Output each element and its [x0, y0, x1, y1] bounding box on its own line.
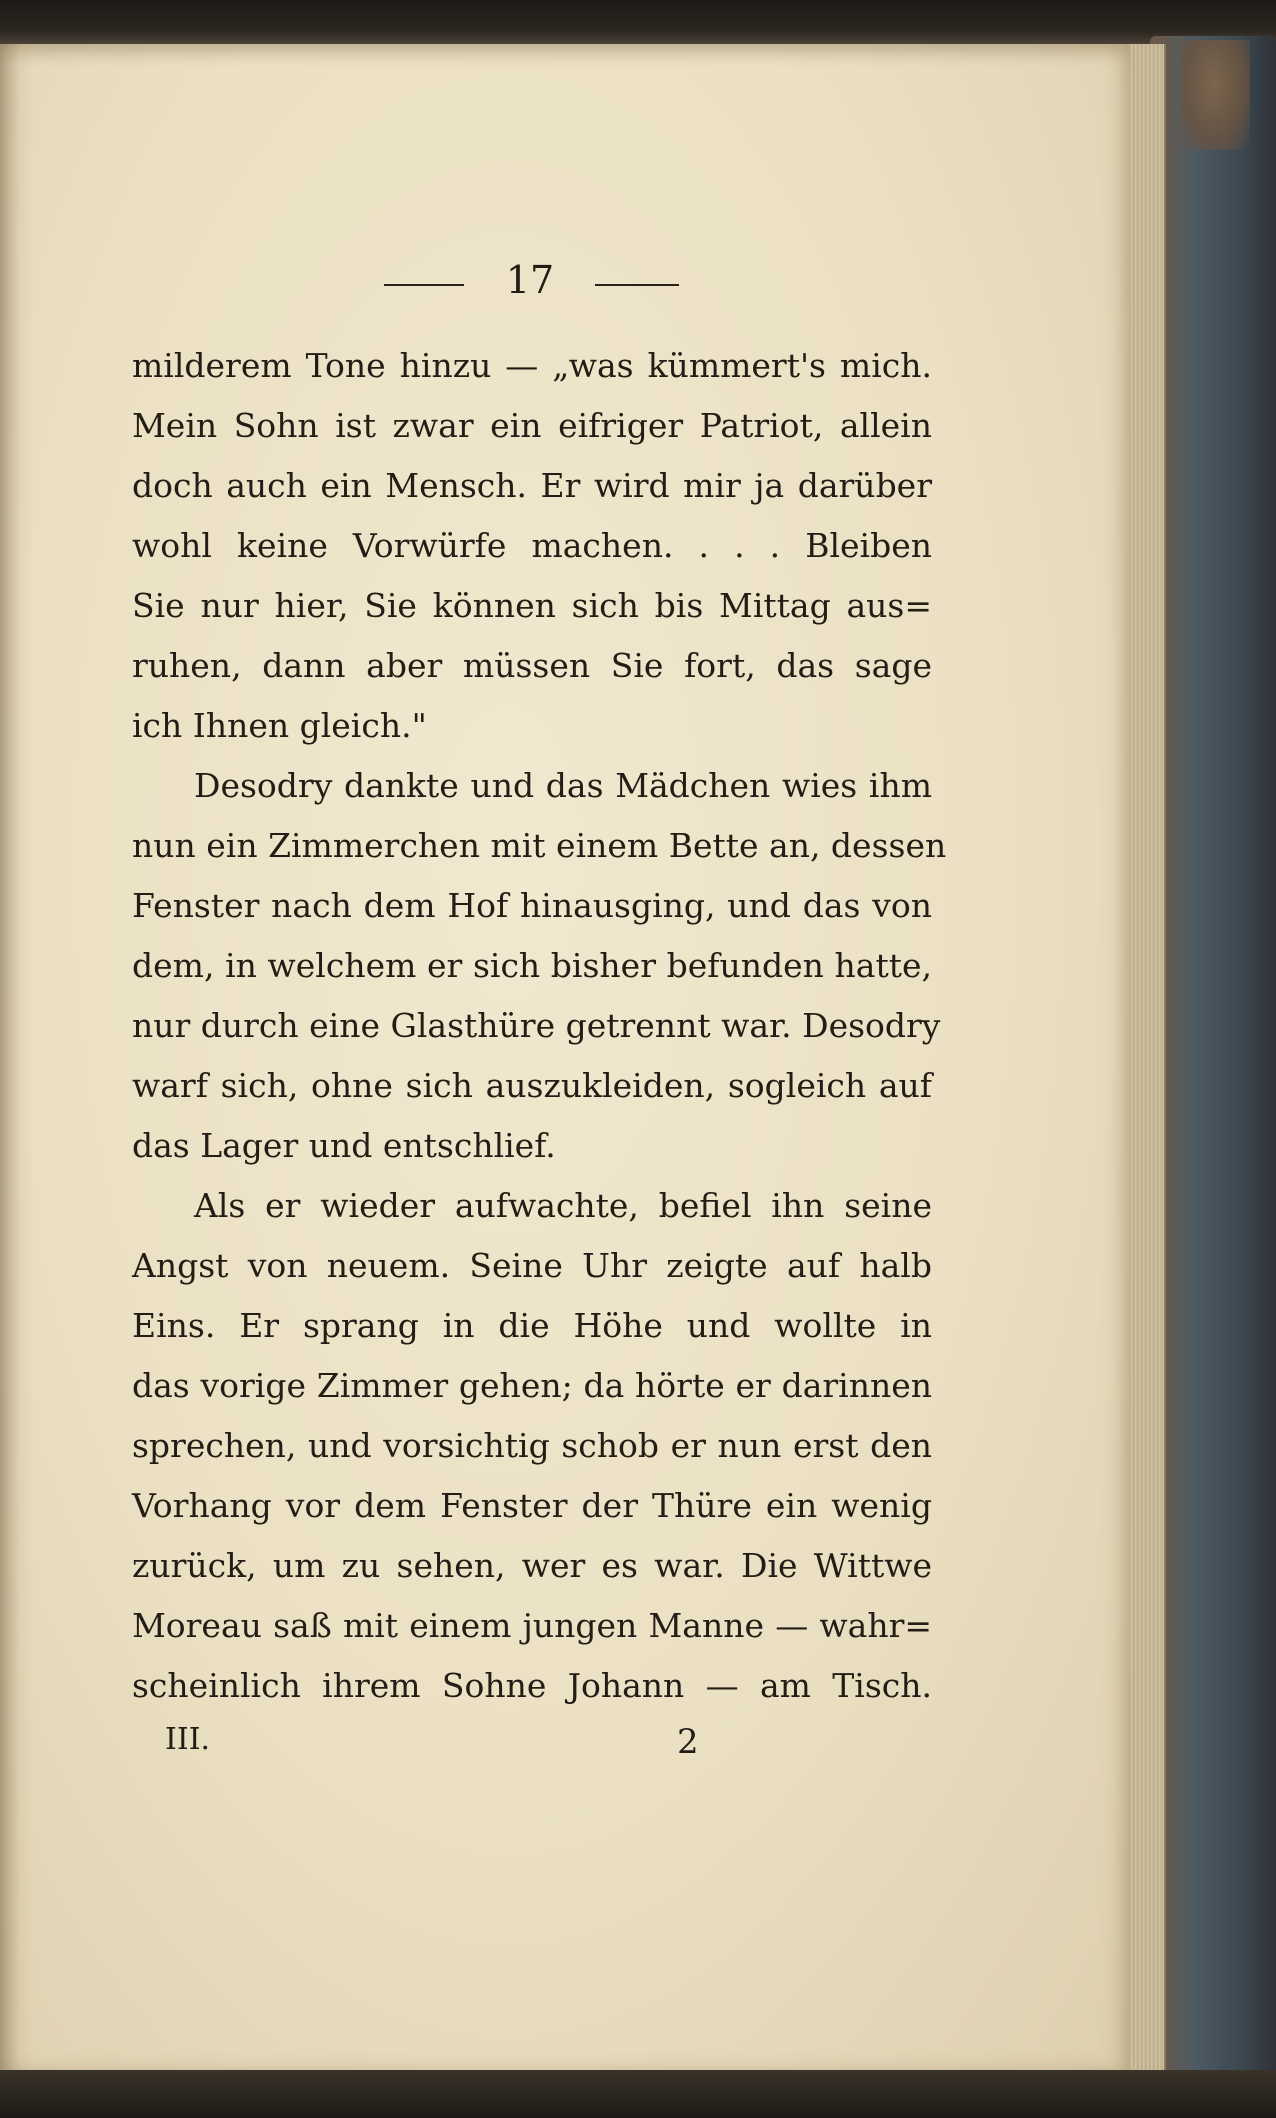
text-line: ich Ihnen gleich."	[132, 706, 427, 745]
text-line: Sie nur hier, Sie können sich bis Mittag aus=	[132, 586, 932, 625]
page-footer	[165, 1722, 725, 1772]
top-edge	[0, 0, 1276, 44]
bottom-edge	[0, 2070, 1276, 2118]
text-line: milderem Tone hinzu — „was kümmert's mich.	[132, 346, 932, 385]
text-line: nun ein Zimmerchen mit einem Bette an, dessen	[132, 826, 947, 865]
text-line: Angst von neuem. Seine Uhr zeigte auf halb	[132, 1246, 932, 1285]
text-line: scheinlich ihrem Sohne Johann — am Tisch.	[132, 1666, 932, 1705]
volume-signature: III.	[165, 1722, 211, 1757]
body-text	[132, 336, 947, 1716]
text-line: das Lager und entschlief.	[132, 1126, 556, 1165]
text-line: Moreau saß mit einem jungen Manne — wahr=	[132, 1606, 932, 1645]
text-line: ruhen, dann aber müssen Sie fort, das sage	[132, 646, 932, 685]
text-line: doch auch ein Mensch. Er wird mir ja darüber	[132, 466, 932, 505]
text-line: Als er wieder aufwachte, befiel ihn seine	[194, 1186, 932, 1225]
text-line: wohl keine Vorwürfe machen. . . . Bleiben	[132, 526, 932, 565]
text-line: warf sich, ohne sich auszukleiden, sogleich auf	[132, 1066, 932, 1105]
page-gutter	[0, 44, 34, 2070]
text-line: Mein Sohn ist zwar ein eifriger Patriot, allein	[132, 406, 932, 445]
text-line: Vorhang vor dem Fenster der Thüre ein wenig	[132, 1486, 932, 1525]
text-line: Fenster nach dem Hof hinausging, und das von	[132, 886, 932, 925]
text-line: das vorige Zimmer gehen; da hörte er darinnen	[132, 1366, 932, 1405]
sheet-number: 2	[677, 1722, 699, 1762]
header-rule-left	[384, 284, 464, 286]
page-header	[380, 258, 680, 308]
header-rule-right	[595, 284, 679, 286]
cover-wear-patch	[1180, 40, 1250, 150]
text-line: nur durch eine Glasthüre getrennt war. Desodry	[132, 1006, 941, 1045]
text-line: Eins. Er sprang in die Höhe und wollte in	[132, 1306, 932, 1345]
text-line: zurück, um zu sehen, wer es war. Die Wittwe	[132, 1546, 932, 1585]
text-line: dem, in welchem er sich bisher befunden hatte,	[132, 946, 932, 985]
book-cover	[1150, 36, 1276, 2076]
page-number: 17	[505, 258, 555, 302]
text-line: sprechen, und vorsichtig schob er nun erst den	[132, 1426, 932, 1465]
text-line: Desodry dankte und das Mädchen wies ihm	[194, 766, 932, 805]
